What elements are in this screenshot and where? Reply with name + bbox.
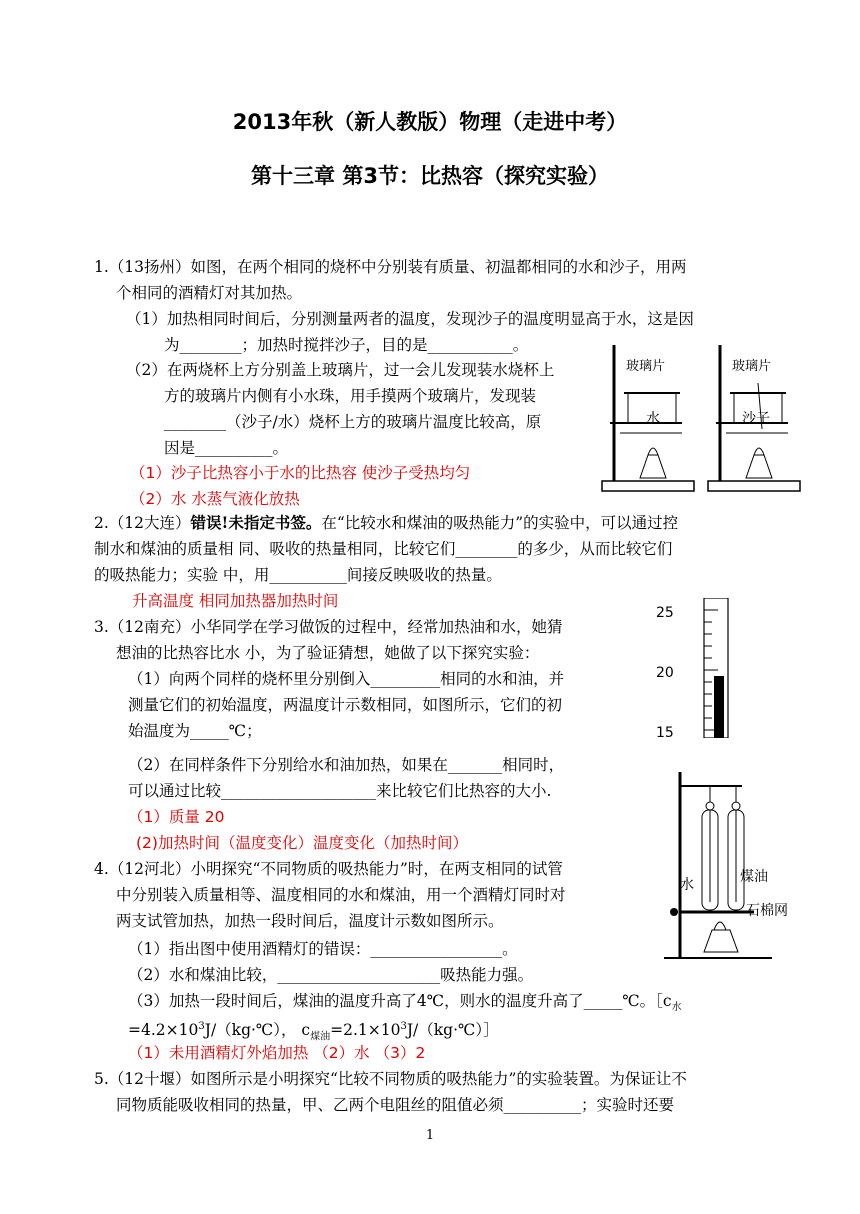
thermo-label-25: 25 <box>656 605 674 621</box>
q5-line-1: 5.（12十堰）如图所示是小明探究“比较不同物质的吸热能力”的实验装置。为保证让不 <box>94 1070 687 1088</box>
q3-line-1: 3.（12南充）小华同学在学习做饭的过程中，经常加热油和水，她猜 <box>94 618 563 636</box>
q4-line-6 <box>128 990 682 1019</box>
q2-line-3: 的吸热能力；实验 中，用__________间接反映吸收的热量。 <box>94 566 502 584</box>
q4-sub-water: 水 <box>671 1002 682 1014</box>
q4-answer: （1）未用酒精灯外焰加热 （2）水 （3）2 <box>128 1044 426 1062</box>
q2-source: 2.（12大连） <box>94 514 191 532</box>
thermo-label-15: 15 <box>656 725 674 741</box>
q1-line-2: 个相同的酒精灯对其加热。 <box>116 284 303 302</box>
q1-sand-label: 沙子 <box>742 411 770 427</box>
q1-line-5: （2）在两烧杯上方分别盖上玻璃片，过一会儿发现装水烧杯上 <box>126 361 555 379</box>
q2-line-2: 制水和煤油的质量相 同、吸收的热量相同，比较它们________的多少，从而比较它们 <box>94 540 673 558</box>
q4-line-6-text: （3）加热一段时间后，煤油的温度升高了4℃，则水的温度升高了_____℃。［c <box>128 992 672 1010</box>
q4-line-4: （1）指出图中使用酒精灯的错误：_________________。 <box>128 940 518 958</box>
q1-line-7: ________（沙子/水）烧杯上方的玻璃片温度比较高，原 <box>164 413 542 431</box>
q4-line-1: 4.（12河北）小明探究“不同物质的吸热能力”时，在两支相同的试管 <box>94 860 563 878</box>
q2-bookmark-error: 错误!未指定书签。 <box>190 513 322 532</box>
q3-answer-1: （1）质量 20 <box>128 808 225 826</box>
page-subtitle: 第十三章 第3节：比热容（探究实验） <box>251 164 609 188</box>
q4-sub-kerosene: 煤油 <box>310 1031 331 1043</box>
q4-exp-1: 3 <box>198 1021 205 1032</box>
q3-line-4: 测量它们的初始温度，两温度计示数相同，如图所示，它们的初 <box>128 696 563 714</box>
q4-unit-1: J/（kg·℃）， c <box>204 1021 311 1040</box>
q5-line-2: 同物质能吸收相同的热量，甲、乙两个电阻丝的阻值必须__________；实验时还要 <box>116 1096 675 1114</box>
q1-glass-label-left: 玻璃片 <box>626 359 666 374</box>
q3-answer-2: (2)加热时间（温度变化）温度变化（加热时间） <box>136 834 468 852</box>
q1-answer-1: （1）沙子比热容小于水的比热容 使沙子受热均匀 <box>130 464 471 482</box>
q4-unit-2: J/（kg·℃）］ <box>406 1021 499 1040</box>
q4-fig-water-label: 水 <box>680 877 694 893</box>
q4-line-5: （2）水和煤油比较，_____________________吸热能力强。 <box>128 966 534 984</box>
q2-line-1 <box>94 512 678 534</box>
q1-line-4: 为________；加热时搅拌沙子，目的是___________。 <box>164 336 529 354</box>
q3-line-7: 可以通过比较____________________来比较它们比热容的大小. <box>128 782 552 800</box>
q1-line-6: 方的玻璃片内侧有小水珠，用手摸两个玻璃片，发现装 <box>164 387 537 405</box>
thermometer-liquid <box>714 676 724 738</box>
q3-line-3: （1）向两个同样的烧杯里分别倒入_________相同的水和油，并 <box>128 670 565 688</box>
q1-line-8: 因是__________。 <box>164 439 289 457</box>
q1-water-label: 水 <box>646 411 660 427</box>
q4-c-kerosene: =2.1×10 <box>330 1021 401 1040</box>
q3-line-5: 始温度为_____℃； <box>128 722 262 740</box>
q1-glass-label-right: 玻璃片 <box>732 359 772 374</box>
q2-line-1-text: 在“比较水和煤油的吸热能力”的实验中，可以通过控 <box>321 514 679 532</box>
q4-line-3: 两支试管加热，加热一段时间后，温度计示数如图所示。 <box>116 912 504 930</box>
thermo-label-20: 20 <box>656 665 674 681</box>
q1-answer-2: （2）水 水蒸气液化放热 <box>130 490 300 508</box>
q1-line-1: 1.（13扬州）如图，在两个相同的烧杯中分别装有质量、初温都相同的水和沙子，用两 <box>94 258 687 276</box>
q3-line-6: （2）在同样条件下分别给水和油加热，如果在_______相同时， <box>128 756 565 774</box>
q4-fig-net-label: 石棉网 <box>746 903 788 919</box>
page-number: 1 <box>425 1128 435 1143</box>
q3-line-2: 想油的比热容比水 小，为了验证猜想，她做了以下探究实验： <box>116 644 540 662</box>
page-title: 2013年秋（新人教版）物理（走进中考） <box>232 110 628 134</box>
q4-line-2: 中分别装入质量相等、温度相同的水和煤油，用一个酒精灯同时对 <box>116 886 566 904</box>
q4-fig-kerosene-label: 煤油 <box>740 869 768 885</box>
q4-exp-2: 3 <box>400 1021 407 1032</box>
q4-c-water: =4.2×10 <box>128 1021 199 1040</box>
q2-answer: 升高温度 相同加热器加热时间 <box>132 592 339 610</box>
q1-line-3: （1）加热相同时间后，分别测量两者的温度，发现沙子的温度明显高于水，这是因 <box>126 310 694 328</box>
